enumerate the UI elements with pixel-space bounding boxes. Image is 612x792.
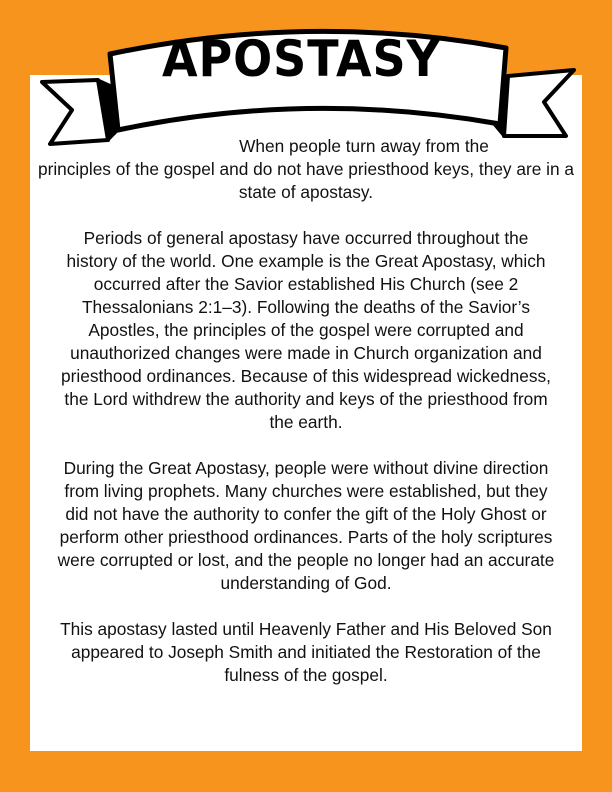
banner-right-tail — [504, 70, 574, 136]
page-title: APOSTASY — [162, 30, 441, 88]
paragraph-4: This apostasy lasted until Heavenly Father and His Beloved Son appeared to Joseph Smith and initiated the Restoration of the fulness of the gospel. — [60, 619, 552, 685]
paragraph-1-line-1: When people turn away from the — [239, 136, 489, 156]
paragraph-3: During the Great Apostasy, people were without divine direction from living prophets. Many churches were established, but they did not have the authority to confer the gift of the Holy Ghost or perform other priesthood ordinances. Parts of the holy scriptures were corrupted or lost, and the people no longer had an accurate understanding of God. — [57, 458, 555, 593]
paragraph-1 — [30, 135, 582, 204]
paragraph-2: Periods of general apostasy have occurred throughout the history of the world. One example is the Great Apostasy, which occurred after the Savior established His Church (see 2 Thessalonians 2:1–3). Following the deaths of the Savior’s Apostles, the principles of the gospel were corrupted and unauthorized changes were made in Church organization and priesthood ordinances. Because of this widespread wickedness, the Lord withdrew the authority and keys of the priesthood from the earth. — [61, 228, 551, 432]
paragraph-1-rest: principles of the gospel and do not have priesthood keys, they are in a state of apostasy. — [37, 159, 575, 202]
body-text — [30, 135, 582, 710]
